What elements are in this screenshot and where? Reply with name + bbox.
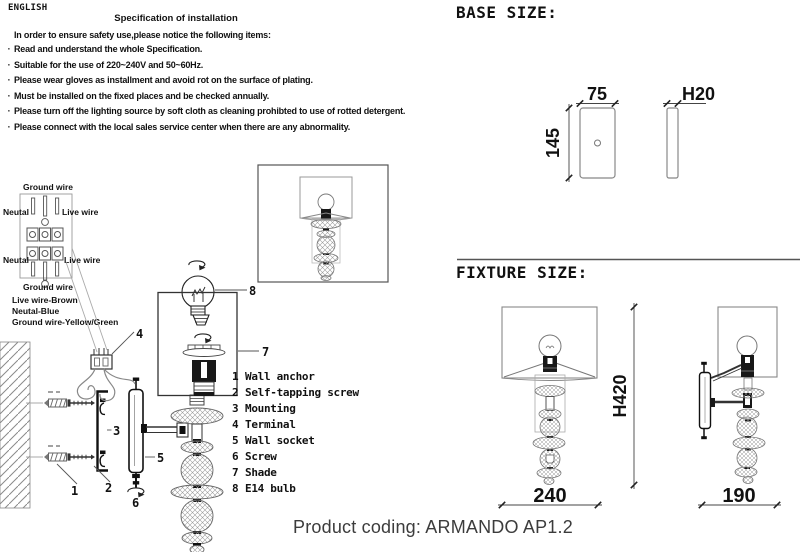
part-row: 2 Self-tapping screw	[232, 386, 359, 399]
fixture-front-width-dimension	[498, 485, 602, 508]
wall-anchor-icon	[44, 453, 67, 461]
spec-item: · Please turn off the lighting source by soft cloth as cleaning prohibted to use of rotted detergent.	[4, 104, 440, 120]
base-plate-front-view	[580, 108, 615, 178]
ground-wire-top-label: Ground wire	[22, 182, 74, 192]
neutral-top-label: Neutal	[3, 207, 29, 217]
wall-hatch	[0, 342, 30, 508]
part-row: 5 Wall socket	[232, 434, 315, 447]
lamp-stem-drawing	[146, 395, 223, 552]
fixture-height-dimension	[610, 303, 637, 489]
spec-item: · Suitable for the use of 220~240V and 50~60Hz.	[4, 58, 440, 74]
legend-ground-wire: Ground wire-Yellow/Green	[12, 317, 119, 327]
ground-wire-bottom-label: Ground wire	[22, 282, 74, 292]
part-row: 6 Screw	[232, 450, 277, 463]
callout-6: 6	[132, 496, 140, 510]
fixture-side-width-dim: 190	[722, 485, 756, 507]
part-row: 3 Mounting	[232, 402, 296, 415]
spec-item: · Must be installed on the fixed places and be checked annually.	[4, 89, 440, 105]
rotation-arrow-icon	[195, 334, 212, 344]
base-plate-side-view	[667, 108, 678, 178]
wall-anchor-icon	[44, 399, 67, 407]
bullet-glyph: ·	[7, 121, 11, 132]
base-size-title: BASE SIZE:	[456, 3, 558, 22]
fixture-size-title: FIXTURE SIZE:	[456, 263, 588, 282]
part-row: 8 E14 bulb	[232, 482, 296, 495]
language-label: ENGLISH	[8, 3, 48, 13]
terminal-block-drawing	[3, 182, 118, 327]
spec-item: · Please connect with the local sales service center when there are any abnormality.	[4, 120, 440, 136]
callout-8: 8	[249, 284, 257, 298]
fixture-size-diagram	[440, 255, 800, 552]
callout-1: 1	[71, 484, 79, 498]
wall-anchor-row-2	[26, 446, 95, 461]
wall-socket-drawing	[128, 378, 147, 498]
product-coding: Product coding: ARMANDO AP1.2	[293, 517, 573, 537]
base-depth-dim: H20	[682, 84, 716, 104]
self-tapping-screw-icon	[68, 453, 96, 460]
bullet-glyph: ·	[7, 59, 11, 70]
part-row: 7 Shade	[232, 466, 277, 479]
spec-title: Specification of installation	[114, 13, 238, 24]
fixture-front-view	[502, 307, 597, 485]
screw-icon	[132, 474, 140, 488]
callout-5: 5	[157, 451, 165, 465]
base-size-diagram	[440, 80, 800, 185]
base-height-dim: 145	[543, 127, 563, 159]
spec-intro: In order to ensure safety use,please notice the following items:	[14, 30, 271, 40]
base-plate-hole	[595, 140, 601, 146]
spec-item: · Please wear gloves as installment and avoid rot on the surface of plating.	[4, 73, 440, 89]
callout-4: 4	[136, 327, 144, 341]
rotation-arrow-icon	[189, 261, 206, 271]
fixture-side-width-dimension	[698, 485, 781, 508]
neutral-bottom-label: Neutal	[3, 255, 29, 265]
bullet-glyph: ·	[7, 75, 11, 86]
live-bottom-label: Live wire	[64, 255, 101, 265]
part-row: 4 Terminal	[232, 418, 296, 431]
legend-live-wire: Live wire-Brown	[12, 295, 78, 305]
bullet-glyph: ·	[7, 106, 11, 117]
assembled-view-inset	[258, 165, 388, 282]
callout-7: 7	[262, 345, 270, 359]
self-tapping-screw-icon	[68, 399, 96, 406]
fixture-side-view	[700, 307, 778, 484]
fixture-front-width-dim: 240	[533, 485, 567, 507]
callout-2: 2	[105, 481, 113, 495]
live-top-label: Live wire	[62, 207, 99, 217]
base-width-dim: 75	[586, 84, 608, 104]
spec-item: · Read and understand the whole Specification.	[4, 42, 440, 58]
callout-3: 3	[113, 424, 121, 438]
bullet-glyph: ·	[7, 90, 11, 101]
fixture-height-dim: H420	[610, 374, 630, 418]
parts-list	[232, 369, 359, 497]
bullet-glyph: ·	[7, 44, 11, 54]
part-row: 1 Wall anchor	[232, 370, 315, 383]
mounting-bracket-drawing	[98, 392, 109, 471]
spec-item-list	[4, 42, 440, 136]
legend-neutral: Neutal-Blue	[12, 306, 60, 316]
